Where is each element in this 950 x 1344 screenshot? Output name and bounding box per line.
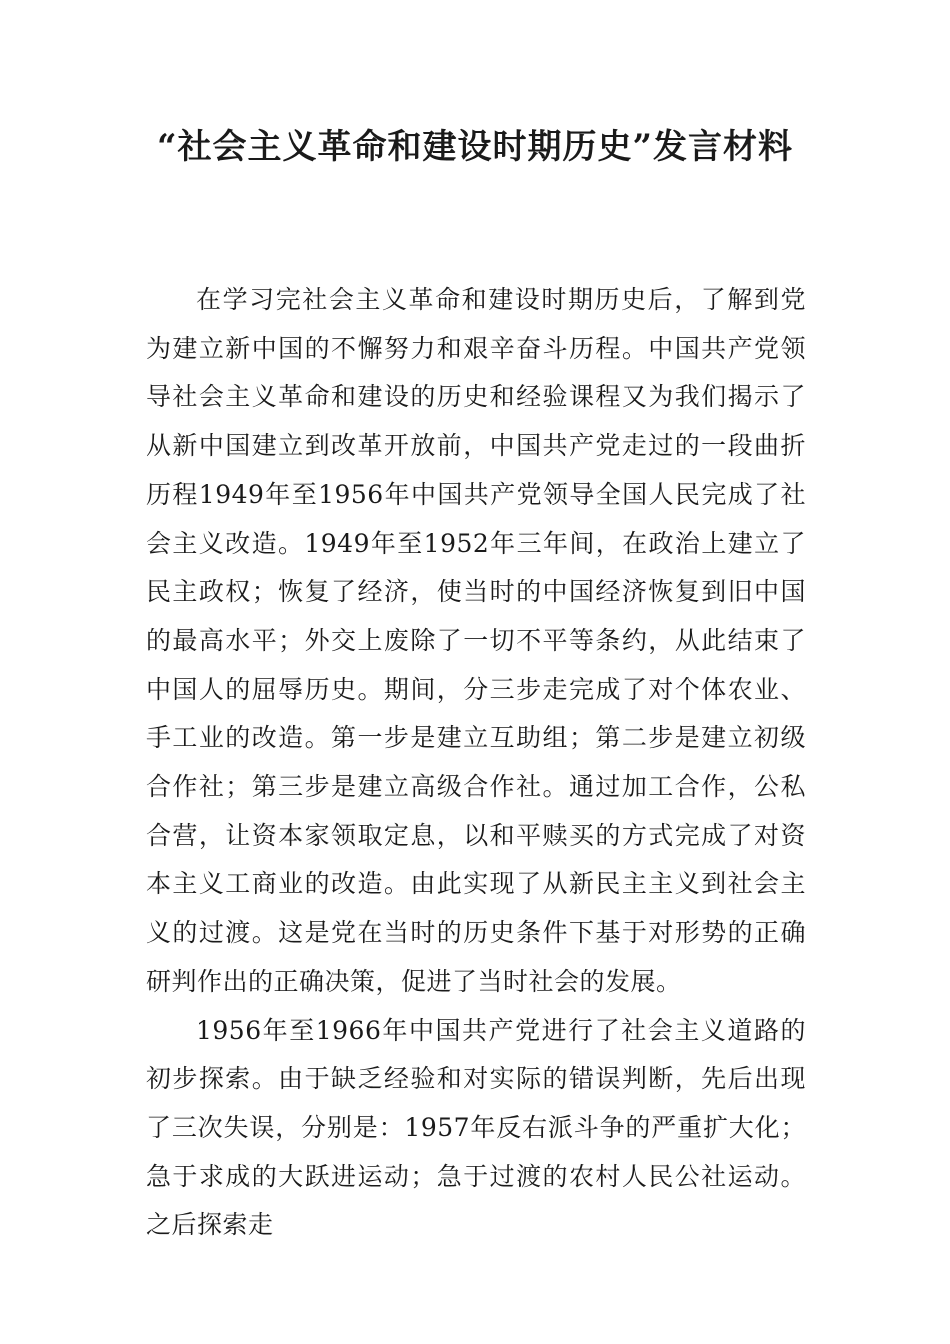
- paragraph-1: 在学习完社会主义革命和建设时期历史后，了解到党为建立新中国的不懈努力和艰辛奋斗历程。中国共产党领导社会主义革命和建设的历史和经验课程又为我们揭示了从新中国建立到改革开放前，中国共产党走过的一段曲折历程1949年至1956年中国共产党领导全国人民完成了社会主义改造。1949年至1952年三年间，在政治上建立了民主政权；恢复了经济，使当时的中国经济恢复到旧中国的最高水平；外交上废除了一切不平等条约，从此结束了中国人的屈辱历史。期间，分三步走完成了对个体农业、手工业的改造。第一步是建立互助组；第二步是建立初级合作社；第三步是建立高级合作社。通过加工合作，公私合营，让资本家领取定息，以和平赎买的方式完成了对资本主义工商业的改造。由此实现了从新民主主义到社会主义的过渡。这是党在当时的历史条件下基于对形势的正确研判作出的正确决策，促进了当时社会的发展。: [146, 285, 806, 996]
- document-title: “社会主义革命和建设时期历史”发言材料: [156, 127, 794, 167]
- document-body: [146, 276, 806, 1250]
- paragraph-2: 1956年至1966年中国共产党进行了社会主义道路的初步探索。由于缺乏经验和对实际的错误判断，先后出现了三次失误，分别是：1957年反右派斗争的严重扩大化；急于求成的大跃进运动；急于过渡的农村人民公社运动。之后探索走: [146, 1015, 806, 1240]
